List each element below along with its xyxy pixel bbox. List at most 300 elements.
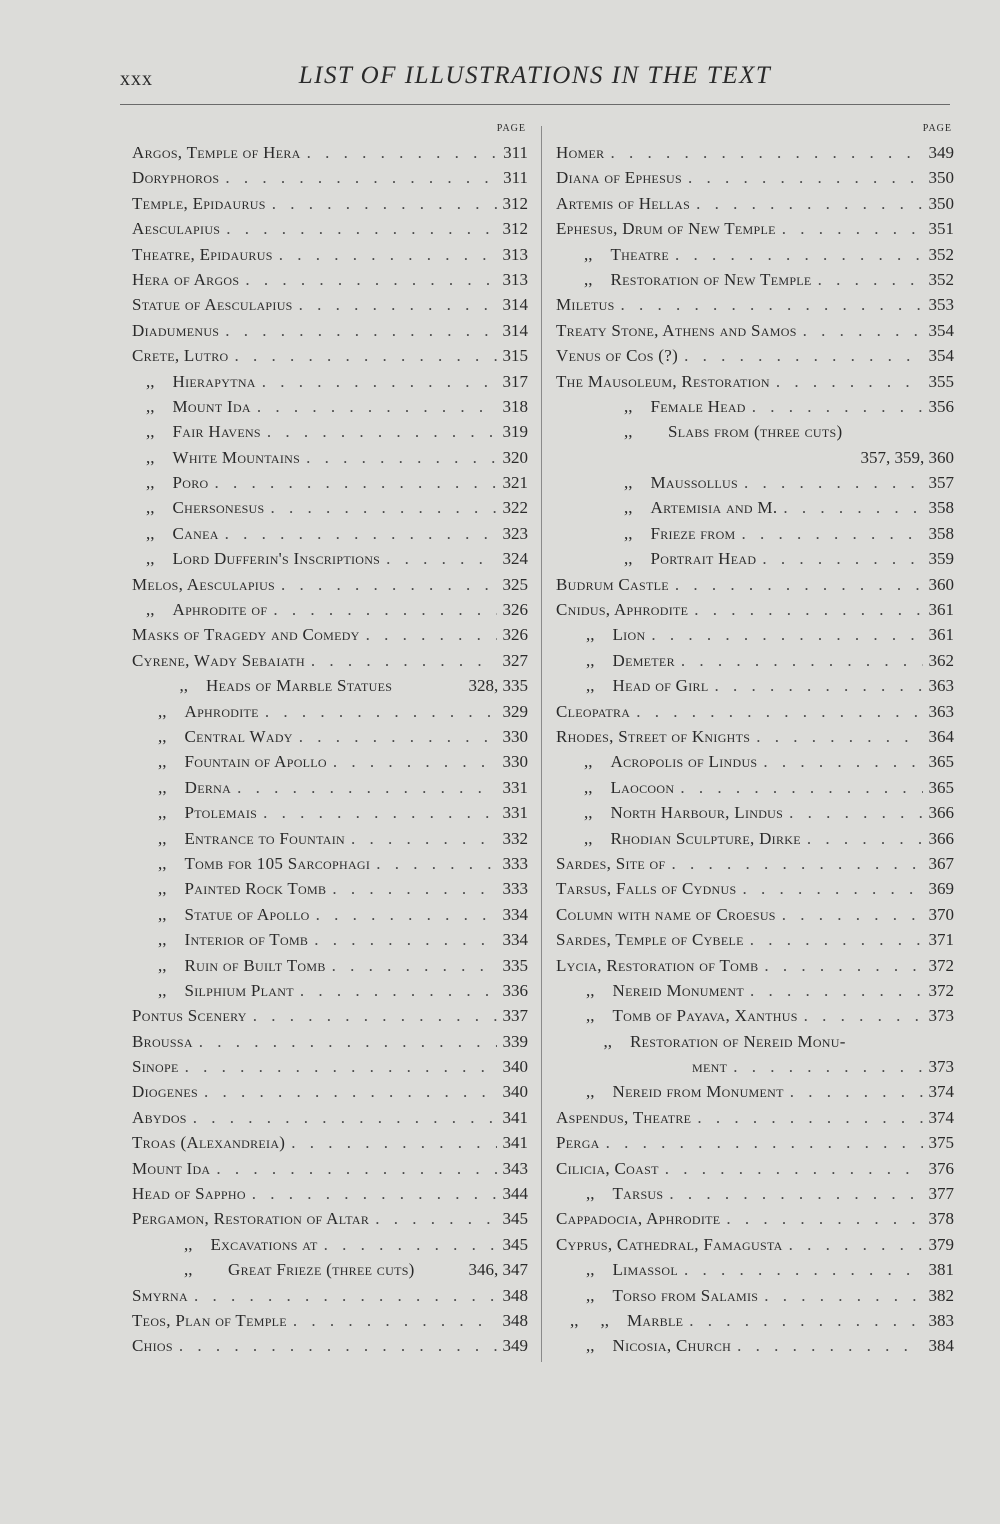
ditto-mark: ,, — [158, 828, 167, 848]
dot-leader — [763, 749, 922, 774]
page-ref: 336 — [502, 980, 528, 1000]
ditto-mark: ,, — [586, 1285, 595, 1305]
page-ref: 365 — [928, 777, 954, 797]
running-title: LIST OF ILLUSTRATIONS IN THE TEXT — [298, 62, 772, 89]
page-ref: 349 — [502, 1336, 528, 1356]
index-entry — [556, 191, 954, 216]
left-column — [132, 118, 528, 1359]
page-ref: 344 — [502, 1184, 528, 1204]
page-ref: 341 — [502, 1107, 528, 1127]
dot-leader — [621, 292, 923, 317]
dot-leader — [694, 597, 922, 622]
entry-label: Frieze from — [650, 523, 736, 543]
index-entry — [556, 445, 954, 470]
index-entry — [132, 1079, 528, 1104]
dot-leader — [271, 495, 497, 520]
dot-leader — [375, 1206, 496, 1231]
ditto-mark: ,, — [624, 549, 633, 569]
page-ref: 374 — [928, 1107, 954, 1127]
ditto-mark: ,, — [184, 1234, 193, 1254]
index-entry — [132, 978, 528, 1003]
index-entry — [132, 140, 528, 165]
page-ref: 360 — [928, 574, 954, 594]
page-ref: 363 — [928, 676, 954, 696]
ditto-mark: ,, — [158, 803, 167, 823]
ditto-mark: ,, — [586, 650, 595, 670]
dot-leader — [804, 1003, 923, 1028]
page-ref: 372 — [928, 955, 954, 975]
entry-label: White Mountains — [172, 447, 301, 467]
index-entry — [132, 927, 528, 952]
dot-leader — [272, 191, 497, 216]
ditto-mark: ,, — [584, 269, 593, 289]
page-ref: 361 — [928, 625, 954, 645]
dot-leader — [684, 1257, 923, 1282]
entry-label: Tomb of Payava, Xanthus — [612, 1006, 798, 1026]
entry-label: Restoration of New Temple — [610, 269, 812, 289]
index-entry — [556, 242, 954, 267]
entry-label: Canea — [172, 523, 219, 543]
ditto-mark: ,, — [146, 549, 155, 569]
page-ref: 369 — [928, 879, 954, 899]
entry-label: Portrait Head — [650, 549, 757, 569]
page-ref: 366 — [928, 803, 954, 823]
entry-label: Chios — [132, 1336, 173, 1356]
index-entry — [132, 470, 528, 495]
page-ref: 348 — [502, 1285, 528, 1305]
entry-label: Fair Havens — [172, 422, 261, 442]
ditto-mark: ,, — [584, 777, 593, 797]
page-ref: 326 — [502, 600, 528, 620]
dot-leader — [688, 165, 923, 190]
dot-leader — [306, 445, 496, 470]
entry-label: Lion — [612, 625, 646, 645]
index-entry — [132, 1054, 528, 1079]
ditto-mark: ,, — [586, 1082, 595, 1102]
page-ref: 358 — [928, 523, 954, 543]
index-entry — [556, 1079, 954, 1104]
entry-label: Statue of Apollo — [184, 904, 310, 924]
entry-label: Cappadocia, Aphrodite — [556, 1209, 721, 1229]
entry-label: Budrum Castle — [556, 574, 669, 594]
ditto-mark: ,, — [586, 980, 595, 1000]
ditto-mark: ,, — [158, 879, 167, 899]
index-entry — [556, 699, 954, 724]
index-entry — [132, 419, 528, 444]
page-ref: 366 — [928, 828, 954, 848]
entry-label: Derna — [184, 777, 232, 797]
ditto-mark: ,, — [624, 473, 633, 493]
page-ref: 367 — [928, 853, 954, 873]
index-entry — [132, 699, 528, 724]
ditto-mark: ,, — [624, 422, 633, 442]
ditto-mark: ,, — [146, 396, 155, 416]
entry-label: Restoration of Nereid Monu- — [630, 1031, 846, 1051]
index-entry — [132, 521, 528, 546]
entry-label: Rhodes, Street of Knights — [556, 726, 751, 746]
page-ref: 355 — [928, 371, 954, 391]
dot-leader — [293, 1308, 497, 1333]
entry-label: Masks of Tragedy and Comedy — [132, 625, 360, 645]
ditto-mark: ,, — [586, 1336, 595, 1356]
entry-label: Tomb for 105 Sarcophagi — [184, 853, 371, 873]
entry-label: Tarsus — [612, 1184, 664, 1204]
dot-leader — [262, 369, 497, 394]
dot-leader — [733, 1054, 922, 1079]
dot-leader — [324, 1232, 497, 1257]
index-entry — [556, 1257, 954, 1282]
page-ref: 323 — [502, 523, 528, 543]
index-entry — [132, 242, 528, 267]
entry-label: Abydos — [132, 1107, 187, 1127]
dot-leader — [681, 648, 923, 673]
entry-label: Broussa — [132, 1031, 193, 1051]
entry-label: Interior of Tomb — [184, 930, 309, 950]
ditto-mark: ,, — [624, 498, 633, 518]
index-entry — [132, 953, 528, 978]
page-ref: 349 — [928, 143, 954, 162]
entry-label: Cyprus, Cathedral, Famagusta — [556, 1234, 783, 1254]
entry-label: Lycia, Restoration of Tomb — [556, 955, 759, 975]
page-ref: 362 — [928, 650, 954, 670]
index-entry — [132, 1308, 528, 1333]
entry-label: Aphrodite — [184, 701, 259, 721]
dot-leader — [665, 1156, 923, 1181]
ditto-mark: ,, — [158, 853, 167, 873]
ditto-mark: ,, — [584, 828, 593, 848]
dot-leader — [672, 851, 923, 876]
dot-leader — [316, 902, 497, 927]
entry-label: Hera of Argos — [132, 269, 240, 289]
index-entry — [132, 572, 528, 597]
dot-leader — [651, 622, 922, 647]
page-ref: 361 — [928, 600, 954, 620]
page-number: xxx — [120, 68, 153, 90]
dot-leader — [764, 1283, 922, 1308]
index-entry — [556, 216, 954, 241]
page-ref: 328, 335 — [468, 676, 528, 696]
entry-label: Poro — [172, 473, 209, 493]
dot-leader — [689, 1308, 922, 1333]
page-ref: 377 — [928, 1184, 954, 1204]
entry-label: Cilicia, Coast — [556, 1158, 659, 1178]
index-entry — [556, 292, 954, 317]
page-column-label: PAGE — [922, 123, 952, 134]
index-entry — [556, 318, 954, 343]
entry-label: Tarsus, Falls of Cydnus — [556, 879, 737, 899]
index-entry — [132, 165, 528, 190]
index-entry — [556, 1308, 954, 1333]
column-divider — [541, 126, 542, 1362]
index-entry — [132, 318, 528, 343]
page-ref: 352 — [928, 244, 954, 264]
page-ref: 331 — [502, 803, 528, 823]
entry-label: Cyrene, Wady Sebaiath — [132, 650, 305, 670]
page-ref: 329 — [502, 701, 528, 721]
dot-leader — [684, 343, 922, 368]
index-entry — [132, 902, 528, 927]
index-entry — [132, 495, 528, 520]
page-ref: 313 — [502, 244, 528, 264]
ditto-mark: ,, — [146, 498, 155, 518]
index-entry — [132, 1206, 528, 1231]
page-ref: 374 — [928, 1082, 954, 1102]
page-ref: 353 — [928, 295, 954, 315]
index-entry — [132, 546, 528, 571]
dot-leader — [669, 1181, 922, 1206]
dot-leader — [332, 953, 497, 978]
entry-label: Nereid from Monument — [612, 1082, 784, 1102]
dot-leader — [818, 267, 923, 292]
dot-leader — [636, 699, 922, 724]
page-ref: 337 — [502, 1006, 528, 1026]
index-entry — [556, 622, 954, 647]
ditto-mark: ,, — [158, 904, 167, 924]
page-ref: 359 — [928, 549, 954, 569]
index-entry — [556, 673, 954, 698]
dot-leader — [257, 394, 497, 419]
index-entry — [132, 343, 528, 368]
page-ref: 314 — [502, 295, 528, 315]
index-entry — [556, 1333, 954, 1358]
entry-label: Acropolis of Lindus — [610, 752, 758, 772]
index-entry — [556, 267, 954, 292]
page-ref: 371 — [928, 930, 954, 950]
entry-label: Chersonesus — [172, 498, 265, 518]
dot-leader — [744, 470, 923, 495]
dot-leader — [226, 216, 496, 241]
entry-label: Head of Sappho — [132, 1184, 246, 1204]
index-entry — [132, 1029, 528, 1054]
dot-leader — [225, 165, 497, 190]
entry-label: Nicosia, Church — [612, 1336, 732, 1356]
ditto-mark: ,, — [570, 1310, 579, 1330]
entry-label: North Harbour, Lindus — [610, 803, 784, 823]
entry-label: Artemisia and M. — [650, 498, 778, 518]
ditto-mark: ,, — [624, 523, 633, 543]
dot-leader — [606, 1130, 923, 1155]
ditto-mark: ,, — [158, 777, 167, 797]
index-entry — [556, 953, 954, 978]
dot-leader — [314, 927, 496, 952]
page-ref: 312 — [502, 219, 528, 239]
index-entry — [556, 902, 954, 927]
ditto-mark: ,, — [586, 625, 595, 645]
page-ref: 317 — [502, 371, 528, 391]
page-ref: 357, 359, 360 — [860, 447, 954, 467]
entry-label: Sinope — [132, 1057, 179, 1077]
entry-label: Lord Dufferin's Inscriptions — [172, 549, 381, 569]
dot-leader — [225, 521, 497, 546]
dot-leader — [783, 495, 922, 520]
page-header — [120, 62, 950, 102]
page-ref: 346, 347 — [468, 1260, 528, 1280]
index-entry — [556, 800, 954, 825]
entry-label: Diadumenus — [132, 320, 220, 340]
entry-label: Perga — [556, 1133, 600, 1153]
page-ref: 311 — [503, 168, 528, 188]
dot-leader — [752, 394, 923, 419]
page-ref: 334 — [502, 904, 528, 924]
dot-leader — [216, 1156, 496, 1181]
entry-label: Female Head — [650, 396, 746, 416]
index-entry — [556, 775, 954, 800]
dot-leader — [204, 1079, 496, 1104]
index-entry — [556, 495, 954, 520]
page-ref: 378 — [928, 1209, 954, 1229]
dot-leader — [253, 1003, 497, 1028]
index-entry — [132, 1257, 528, 1282]
entry-label: Torso from Salamis — [612, 1285, 759, 1305]
entry-label: Teos, Plan of Temple — [132, 1310, 287, 1330]
entry-label: Aspendus, Theatre — [556, 1107, 692, 1127]
ditto-mark: ,, — [586, 1184, 595, 1204]
index-entry — [556, 343, 954, 368]
page-ref: 348 — [502, 1310, 528, 1330]
page-ref: 335 — [502, 955, 528, 975]
page-ref: 340 — [502, 1057, 528, 1077]
entry-label: Pergamon, Restoration of Altar — [132, 1209, 370, 1229]
index-entry — [556, 1105, 954, 1130]
entry-label: Head of Girl — [612, 676, 709, 696]
index-entry — [132, 724, 528, 749]
entry-label: Silphium Plant — [184, 980, 294, 1000]
dot-leader — [291, 1130, 496, 1155]
dot-leader — [237, 775, 496, 800]
index-entry — [132, 1105, 528, 1130]
entry-label: Demeter — [612, 650, 675, 670]
entry-label: Heads of Marble Statues — [206, 676, 393, 696]
dot-leader — [742, 876, 922, 901]
index-entry — [556, 851, 954, 876]
dot-leader — [764, 953, 922, 978]
entry-label: Aesculapius — [132, 219, 221, 239]
page-ref: 357 — [928, 473, 954, 493]
page-ref: 372 — [928, 980, 954, 1000]
entry-label: Excavations at — [210, 1234, 318, 1254]
index-entry — [556, 369, 954, 394]
dot-leader — [279, 242, 497, 267]
dot-leader — [782, 902, 923, 927]
dot-leader — [273, 597, 496, 622]
index-entry — [556, 165, 954, 190]
index-entry — [132, 1130, 528, 1155]
entry-label: Slabs from (three cuts) — [668, 422, 843, 442]
ditto-mark: ,, — [146, 473, 155, 493]
page-ref: 382 — [928, 1285, 954, 1305]
page-ref: 364 — [928, 726, 954, 746]
page-ref: 331 — [502, 777, 528, 797]
index-entry — [556, 1003, 954, 1028]
header-rule — [120, 104, 950, 105]
page-ref: 332 — [502, 828, 528, 848]
page-ref: 383 — [928, 1310, 954, 1330]
index-entry — [132, 216, 528, 241]
index-entry — [132, 749, 528, 774]
page-ref: 381 — [928, 1260, 954, 1280]
entry-label: Sardes, Site of — [556, 853, 666, 873]
page-ref: 326 — [502, 625, 528, 645]
dot-leader — [351, 826, 497, 851]
ditto-mark: ,, — [184, 1260, 193, 1280]
dot-leader — [199, 1029, 497, 1054]
entry-label: Marble — [627, 1310, 684, 1330]
entry-label: Doryphoros — [132, 168, 220, 188]
ditto-mark: ,, — [584, 752, 593, 772]
dot-leader — [245, 267, 496, 292]
dot-leader — [307, 140, 498, 165]
dot-leader — [386, 546, 496, 571]
page-ref: 379 — [928, 1234, 954, 1254]
ditto-mark: ,, — [146, 422, 155, 442]
dot-leader — [252, 1181, 497, 1206]
dot-leader — [756, 724, 922, 749]
dot-leader — [750, 927, 923, 952]
ditto-mark: ,, — [584, 803, 593, 823]
entry-label: Temple, Epidaurus — [132, 193, 266, 213]
index-entry — [556, 1130, 954, 1155]
dot-leader — [782, 216, 923, 241]
entry-label: Troas (Alexandreia) — [132, 1133, 286, 1153]
index-entry — [132, 622, 528, 647]
page-ref: 365 — [928, 752, 954, 772]
index-entry — [556, 927, 954, 952]
page-ref: 324 — [502, 549, 528, 569]
index-entry — [556, 546, 954, 571]
dot-leader — [715, 673, 923, 698]
dot-leader — [610, 140, 922, 165]
page-ref: 345 — [502, 1234, 528, 1254]
index-entry — [556, 749, 954, 774]
ditto-mark: ,, — [146, 371, 155, 391]
page-ref: 340 — [502, 1082, 528, 1102]
ditto-mark: ,, — [179, 676, 188, 696]
index-entry — [132, 1232, 528, 1257]
index-entry — [556, 597, 954, 622]
page-ref: 330 — [502, 726, 528, 746]
index-entry — [556, 1181, 954, 1206]
ditto-mark: ,, — [158, 955, 167, 975]
dot-leader — [265, 699, 497, 724]
entry-label: Entrance to Fountain — [184, 828, 345, 848]
page-ref: 333 — [502, 879, 528, 899]
index-entry — [132, 851, 528, 876]
entry-label: Sardes, Temple of Cybele — [556, 930, 744, 950]
ditto-mark: ,, — [603, 1031, 612, 1051]
index-entry — [556, 572, 954, 597]
index-entry — [556, 521, 954, 546]
index-entry — [132, 1283, 528, 1308]
dot-leader — [193, 1105, 497, 1130]
dot-leader — [234, 343, 496, 368]
index-entry — [132, 1333, 528, 1358]
page-ref: 330 — [502, 752, 528, 772]
page-ref: 327 — [502, 650, 528, 670]
entry-label: Diana of Ephesus — [556, 168, 682, 188]
dot-leader — [675, 572, 923, 597]
page-ref: 376 — [928, 1158, 954, 1178]
dot-leader — [803, 318, 923, 343]
dot-leader — [267, 419, 497, 444]
index-entry — [556, 648, 954, 673]
index-entry — [132, 597, 528, 622]
ditto-mark: ,, — [584, 244, 593, 264]
dot-leader — [789, 1232, 923, 1257]
entry-label: Fountain of Apollo — [184, 752, 327, 772]
entry-label: Mount Ida — [132, 1158, 211, 1178]
dot-leader — [789, 800, 922, 825]
entry-label: Cleopatra — [556, 701, 631, 721]
